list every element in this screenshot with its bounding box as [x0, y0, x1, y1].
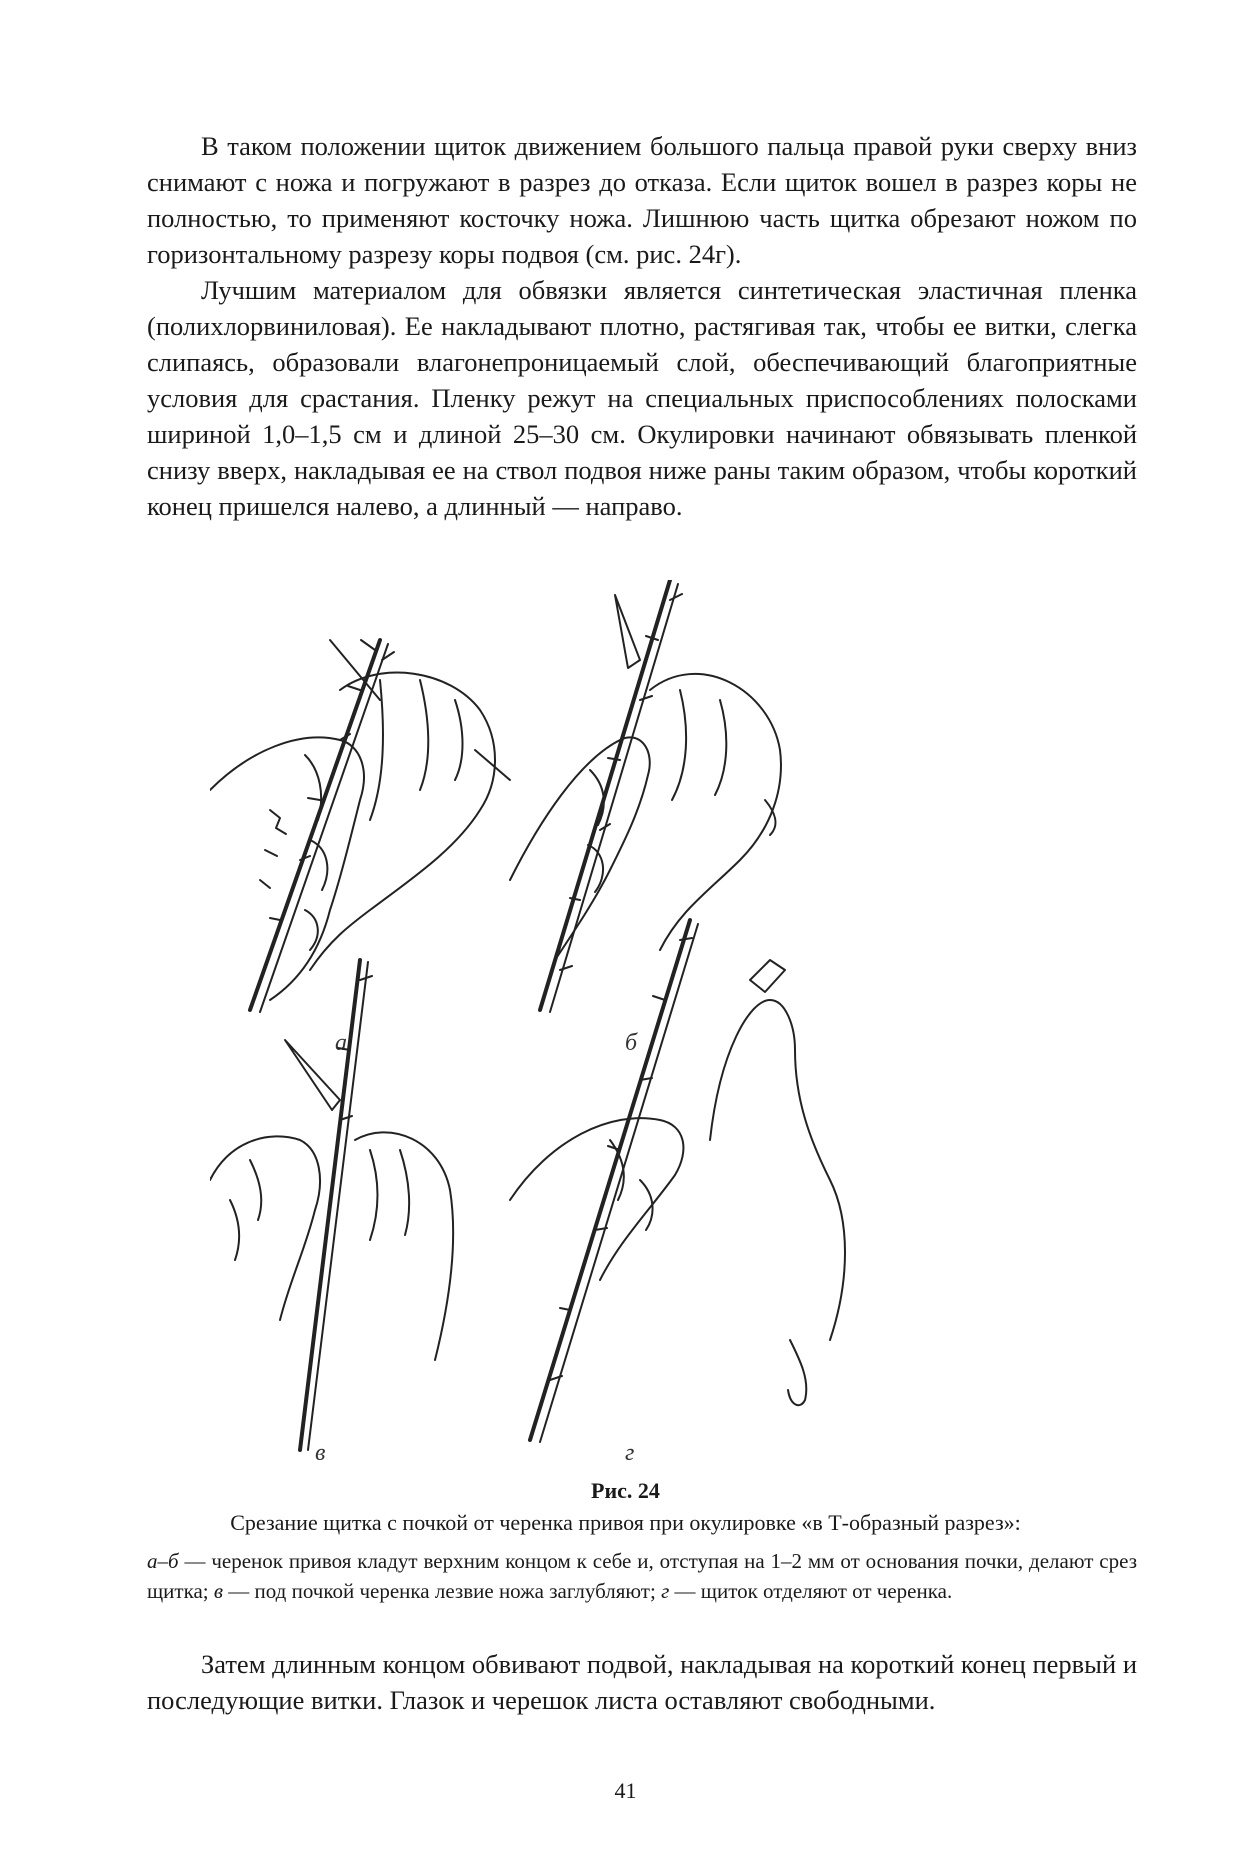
panel-b-drawing [510, 580, 781, 1056]
page-number: 41 [614, 1778, 637, 1803]
figure-24-illustration [210, 580, 1060, 1480]
body-text-bottom [147, 1646, 1137, 1718]
panel-v-drawing [210, 960, 453, 1466]
panel-a-drawing [210, 640, 510, 1056]
panel-label-g: г [625, 1440, 635, 1466]
paragraph: В таком положении щиток движением большого пальца правой руки сверху вниз снимают с ножа и погружают в разрез до отказа. Если щиток вошел в разрез коры не полностью, то применяют косточку ножа. Лишнюю часть щитка обрезают ножом по горизонтальному разрезу коры подвоя (см. рис. 24г). [147, 131, 1137, 269]
caption-label: г [661, 1579, 670, 1603]
paragraph: Лучшим материалом для обвязки является синтетическая эластичная пленка (полихлорвиниловая). Ее накладывают плотно, растягивая так, чтобы ее витки, слегка слипаясь, образовали влагонепроницаемый слой, обеспечивающий благоприятные условия для срастания. Пленку режут на специальных приспособлениях полосками шириной 1,0–1,5 см и длиной 25–30 см. Окулировки начинают обвязывать пленкой снизу вверх, накладывая ее на ствол подвоя ниже раны таким образом, чтобы короткий конец пришелся налево, а длинный — направо. [147, 275, 1137, 521]
caption-text: — щиток отделяют от черенка. [669, 1579, 953, 1603]
caption-label: а–б [147, 1549, 179, 1573]
caption-text: — под почкой черенка лезвие ножа заглубляют; [223, 1579, 662, 1603]
panel-label-v: в [315, 1440, 326, 1466]
figure-caption-title: Рис. 24 [591, 1478, 660, 1503]
panel-label-a: а [335, 1030, 347, 1056]
panel-label-b: б [625, 1030, 638, 1056]
panel-g-drawing [510, 920, 845, 1466]
figure-caption-subtitle: Срезание щитка с почкой от черенка привоя при окулировке «в Т-образный разрез»: [230, 1510, 1021, 1535]
paragraph: Затем длинным концом обвивают подвой, накладывая на короткий конец первый и последующие витки. Глазок и черешок листа оставляют свободными. [147, 1649, 1137, 1715]
caption-text: — черенок привоя кладут верхним концом к себе и, отступая на 1–2 мм от основания почки, делают срез щитка; [147, 1549, 1137, 1603]
body-text-top [147, 128, 1137, 524]
figure-caption-description [147, 1546, 1137, 1606]
caption-label: в [213, 1579, 224, 1603]
